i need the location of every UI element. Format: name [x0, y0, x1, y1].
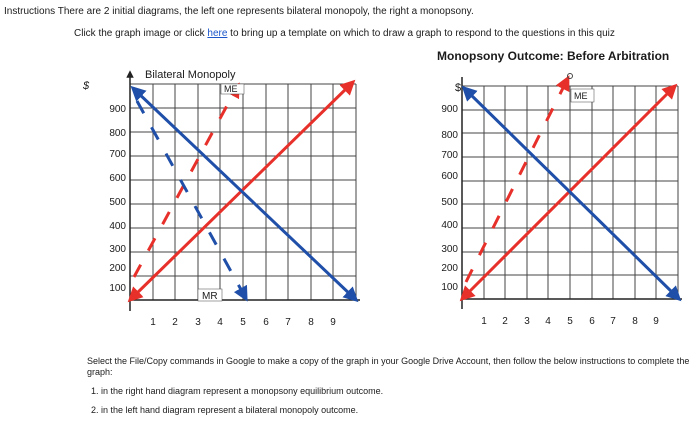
right-y-tick: 500 [441, 197, 458, 208]
left-graph-title: Bilateral Monopoly [145, 69, 236, 81]
select-copy-instructions: Select the File/Copy commands in Google to make a copy of the graph in your Google Drive Account, then follow the below instructions to complete the graph: [87, 356, 690, 377]
instruction-step: 2. in the left hand diagram represent a bilateral monopoly outcome. [91, 405, 359, 415]
left-x-tick: 6 [263, 317, 269, 328]
right-graph[interactable] [437, 49, 682, 327]
click-text-before: Click the graph image or click [74, 28, 208, 39]
right-y-tick: 100 [441, 282, 458, 293]
instructions-text: There are 2 initial diagrams, the left one represents bilateral monopoly, the right a monopsony. [57, 6, 474, 17]
graph-image[interactable] [0, 49, 700, 351]
right-y-tick: 900 [441, 104, 458, 115]
left-demand-line [136, 91, 353, 297]
right-y-tick: 700 [441, 150, 458, 161]
left-y-tick: 800 [109, 128, 126, 139]
left-x-tick: 7 [285, 317, 291, 328]
right-graph-title: Monopsony Outcome: Before Arbitration [437, 49, 670, 63]
left-y-tick: 400 [109, 221, 126, 232]
left-y-tick: 300 [109, 244, 126, 255]
click-text-after: to bring up a template on which to draw a graph to respond to the questions in this quiz [227, 28, 615, 39]
instruction-step: 1. in the right hand diagram represent a monopsony equilibrium outcome. [91, 386, 384, 396]
right-x-tick: 9 [653, 316, 659, 327]
right-y-tick-labels [441, 104, 458, 293]
left-x-tick: 4 [217, 317, 223, 328]
left-x-tick: 1 [150, 317, 156, 328]
right-x-tick: 3 [524, 316, 530, 327]
right-top-point [568, 74, 573, 79]
right-y-tick: 200 [441, 263, 458, 274]
right-y-tick: 400 [441, 220, 458, 231]
left-x-tick: 9 [330, 317, 336, 328]
left-mr-label: MR [202, 291, 218, 302]
right-y-tick: 600 [441, 171, 458, 182]
click-instructions [74, 28, 615, 40]
right-y-tick: 300 [441, 244, 458, 255]
right-x-tick-labels [481, 316, 659, 327]
instructions-label: Instructions [4, 6, 56, 17]
right-x-tick: 1 [481, 316, 487, 327]
left-x-tick: 8 [308, 317, 314, 328]
left-y-tick: 100 [109, 283, 126, 294]
right-x-tick: 5 [567, 316, 573, 327]
left-me-dashed-line [134, 89, 236, 277]
left-x-tick: 3 [195, 317, 201, 328]
right-me-label: ME [574, 91, 588, 101]
right-dollar-sign: $ [455, 82, 462, 94]
left-me-label: ME [224, 84, 238, 94]
left-y-tick: 600 [109, 173, 126, 184]
left-y-tick: 500 [109, 197, 126, 208]
right-x-tick: 2 [502, 316, 508, 327]
left-x-tick-labels [150, 317, 336, 328]
left-x-tick: 2 [172, 317, 178, 328]
right-x-tick: 8 [632, 316, 638, 327]
left-y-tick: 700 [109, 149, 126, 160]
right-x-tick: 7 [610, 316, 616, 327]
left-y-tick: 200 [109, 263, 126, 274]
left-dollar-sign: $ [83, 80, 90, 92]
template-link[interactable]: here [207, 28, 228, 39]
right-y-tick: 800 [441, 130, 458, 141]
left-graph[interactable] [82, 69, 360, 328]
right-demand-line [467, 91, 676, 296]
instructions-line [4, 6, 474, 18]
right-x-tick: 6 [589, 316, 595, 327]
right-x-tick: 4 [545, 316, 551, 327]
left-y-tick: 900 [109, 104, 126, 115]
left-x-tick: 5 [240, 317, 246, 328]
left-y-tick-labels [109, 104, 126, 294]
quiz-instructions [87, 356, 692, 424]
